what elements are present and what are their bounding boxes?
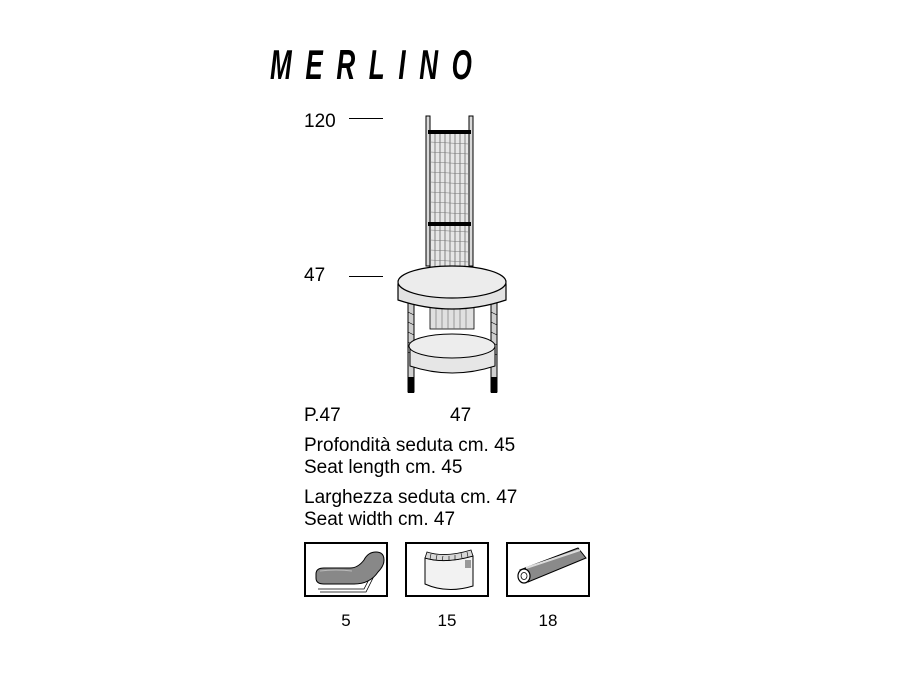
width-label: 47 <box>450 405 472 426</box>
product-title: MERLINO <box>270 41 486 88</box>
height-leader-line <box>349 118 383 119</box>
height-label: 120 <box>304 111 336 132</box>
spec-line: Seat width cm. 47 <box>304 509 456 530</box>
chair-drawing <box>390 112 520 397</box>
option-cushion-box <box>304 542 388 597</box>
tube-icon <box>508 544 588 595</box>
seat-length-specs <box>304 435 515 479</box>
option-code: 18 <box>538 611 558 630</box>
spec-line: Larghezza seduta cm. 47 <box>304 487 518 508</box>
depth-label: P.47 <box>304 405 341 426</box>
seat-height-leader-line <box>349 276 383 277</box>
spec-line: Seat length cm. 45 <box>304 457 463 478</box>
cushion-icon <box>306 544 386 595</box>
seat-width-specs <box>304 487 517 531</box>
option-tube-box <box>506 542 590 597</box>
option-code: 15 <box>437 611 457 630</box>
wicker-panel-icon <box>407 544 487 595</box>
spec-line: Profondità seduta cm. 45 <box>304 435 516 456</box>
seat-height-label: 47 <box>304 265 326 286</box>
option-code: 5 <box>341 611 351 630</box>
option-wicker-box <box>405 542 489 597</box>
